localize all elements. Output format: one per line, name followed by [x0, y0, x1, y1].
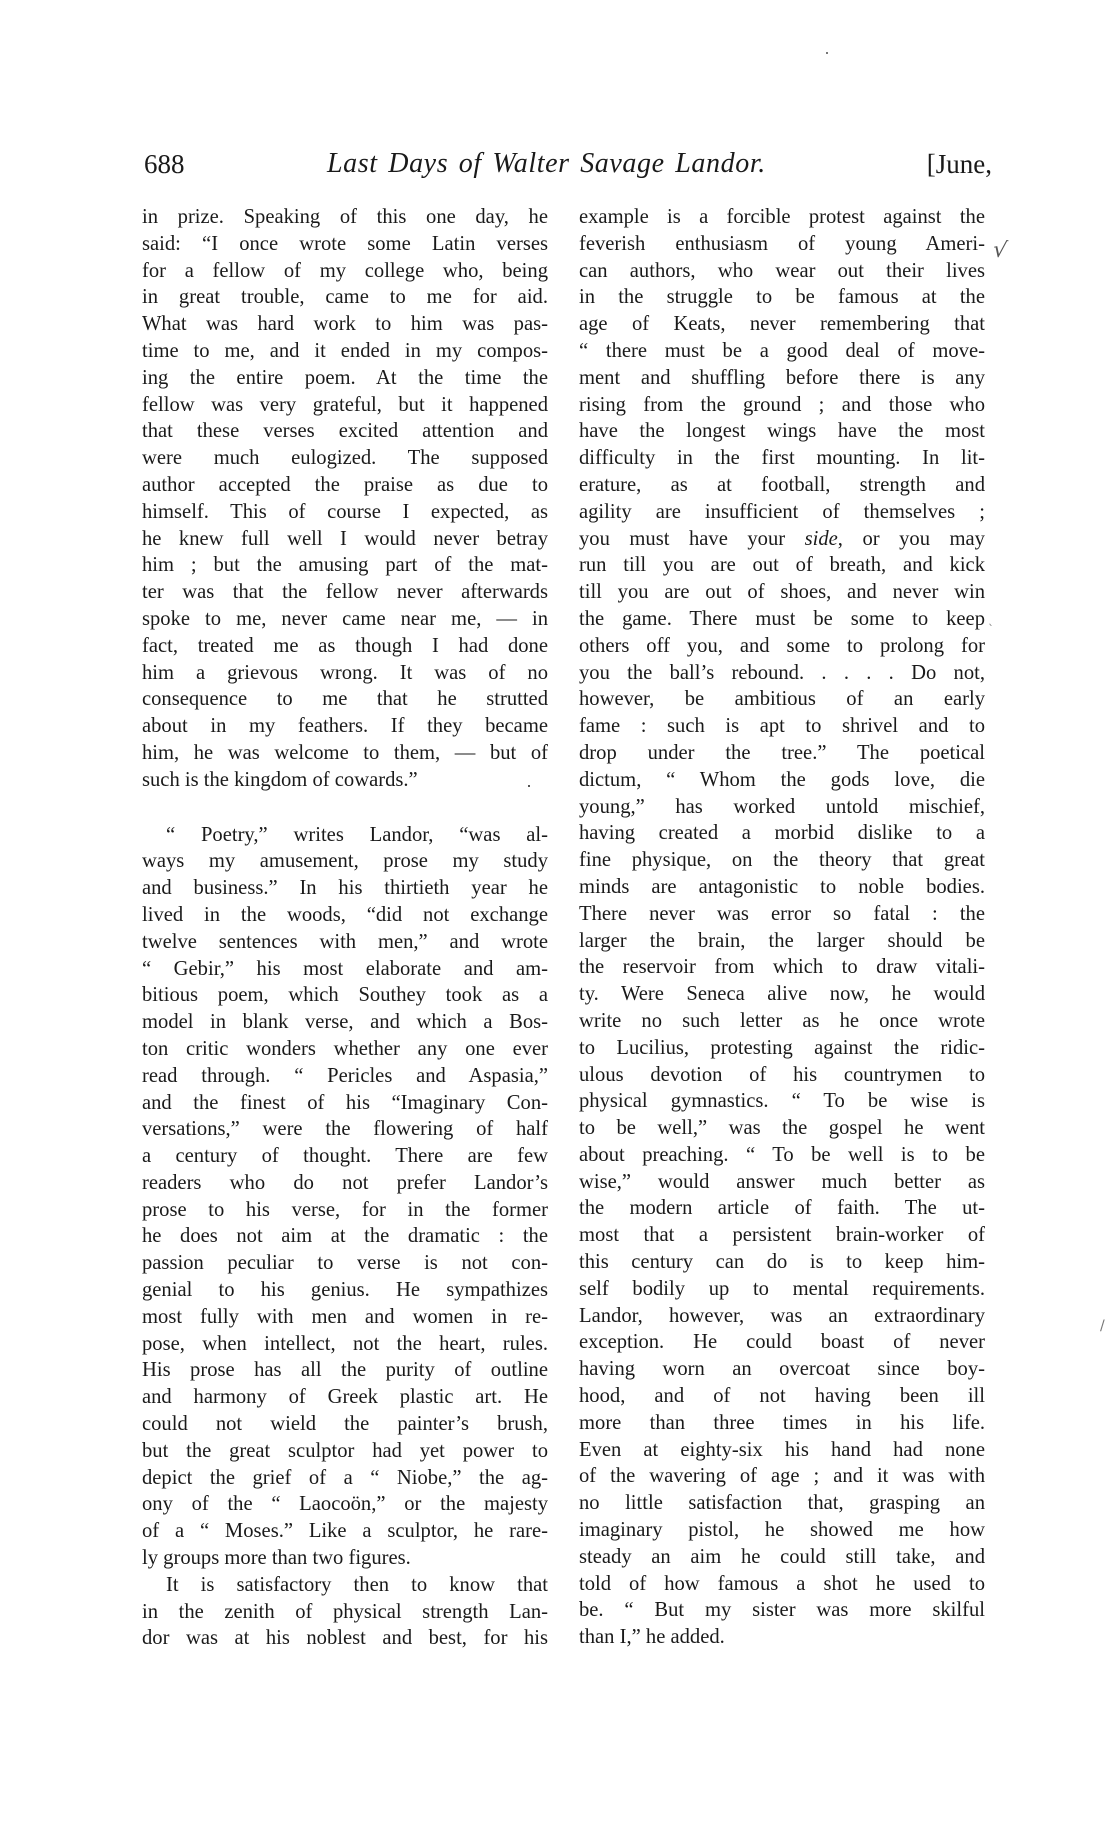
text-line: His prose has all the purity of outline — [142, 1359, 548, 1382]
text-line: for a fellow of my college who, being — [142, 259, 548, 282]
text-line: prose to his verse, for in the former — [142, 1198, 548, 1221]
text-line: can authors, who wear out their lives — [579, 259, 985, 282]
text-line: and business.” In his thirtieth year he — [142, 877, 548, 900]
text-line: versations,” were the flowering of half — [142, 1118, 548, 1141]
text-line: be. “ But my sister was more skilful — [579, 1599, 985, 1622]
text-line: minds are antagonistic to noble bodies. — [579, 875, 985, 898]
text-line-with-italic — [579, 526, 985, 553]
text-line: ment and shuffling before there is any — [579, 366, 985, 389]
text-line: imaginary pistol, he showed me how — [579, 1519, 985, 1542]
text-line: to Lucilius, protesting against the ridic- — [579, 1036, 985, 1059]
text-line: ter was that the fellow never afterwards — [142, 581, 548, 604]
text-line: the game. There must be some to keep — [579, 607, 985, 630]
text-line: larger the brain, the larger should be — [579, 929, 985, 952]
text-line: him, he was welcome to them, — but of — [142, 741, 548, 764]
text-line: rising from the ground ; and those who — [579, 393, 985, 416]
text-line: ly groups more than two figures. — [142, 1547, 411, 1570]
text-line: drop under the tree.” The poetical — [579, 741, 985, 764]
text-line: that these verses excited attention and — [142, 420, 548, 443]
text-line: till you are out of shoes, and never win — [579, 581, 985, 604]
text-line: others off you, and some to prolong for — [579, 634, 985, 657]
text-line: run till you are out of breath, and kick — [579, 554, 985, 577]
text-line: “ there must be a good deal of move- — [579, 339, 985, 362]
text-line: to be well,” was the gospel he went — [579, 1117, 985, 1140]
text-line: dor was at his noblest and best, for his — [142, 1627, 548, 1650]
text-line: in the zenith of physical strength Lan- — [142, 1600, 548, 1623]
text-line: Even at eighty-six his hand had none — [579, 1438, 985, 1461]
text-line: you the ball’s rebound. . . . . Do not, — [579, 661, 985, 684]
text-line: physical gymnastics. “ To be wise is — [579, 1090, 985, 1113]
text-line: young,” has worked untold mischief, — [579, 795, 985, 818]
text-line: spoke to me, never came near me, — in — [142, 607, 548, 630]
text-line: were much eulogized. The supposed — [142, 447, 548, 470]
text-line: more than three times in his life. — [579, 1411, 985, 1434]
text-line: read through. “ Pericles and Aspasia,” — [142, 1064, 548, 1087]
text-line: and harmony of Greek plastic art. He — [142, 1386, 548, 1409]
text-line: and the finest of his “Imaginary Con- — [142, 1091, 548, 1114]
text-line: ing the entire poem. At the time the — [142, 366, 548, 389]
text-line: told of how famous a shot he used to — [579, 1572, 985, 1595]
text-line: example is a forcible protest against the — [579, 206, 985, 228]
text-line: pose, when intellect, not the heart, rules. — [142, 1332, 548, 1355]
text-line: in great trouble, came to me for aid. — [142, 286, 548, 309]
text-line: ty. Were Seneca alive now, he would — [579, 983, 985, 1006]
text-line: self bodily up to mental requirements. — [579, 1277, 985, 1300]
pencil-tick-icon: ˎ — [988, 612, 994, 626]
text-line: in the struggle to be famous at the — [579, 286, 985, 309]
text-line: steady an aim he could still take, and — [579, 1545, 985, 1568]
text-line: but the great sculptor had yet power to — [142, 1439, 548, 1462]
text-line: ways my amusement, prose my study — [142, 850, 548, 873]
text-line: of the wavering of age ; and it was with — [579, 1465, 985, 1488]
text-line: this century can do is to keep him- — [579, 1251, 985, 1274]
text-line: ony of the “ Laocoön,” or the majesty — [142, 1493, 548, 1516]
text-line: genial to his genius. He sympathizes — [142, 1279, 548, 1302]
text-line: fellow was very grateful, but it happened — [142, 393, 548, 416]
text-line: most fully with men and women in re- — [142, 1305, 548, 1328]
text-line: lived in the woods, “did not exchange — [142, 903, 548, 926]
text-line: said: “I once wrote some Latin verses — [142, 232, 548, 255]
text-line: readers who do not prefer Landor’s — [142, 1171, 548, 1194]
text-line: him a grievous wrong. It was of no — [142, 661, 548, 684]
paragraph-gap — [142, 794, 548, 822]
text-line: the reservoir from which to draw vitali- — [579, 956, 985, 979]
text-line: consequence to me that he strutted — [142, 688, 548, 711]
text-line: fact, treated me as though I had done — [142, 634, 548, 657]
right-column — [579, 204, 985, 1651]
text-line: him ; but the amusing part of the mat- — [142, 554, 548, 577]
text-fragment: you must have your — [579, 527, 805, 550]
running-title: Last Days of Walter Savage Landor. — [327, 148, 766, 179]
text-line: a century of thought. There are few — [142, 1145, 548, 1168]
text-line: Landor, however, was an extraordinary — [579, 1304, 985, 1327]
text-line: of a “ Moses.” Like a sculptor, he rare- — [142, 1520, 548, 1543]
text-line: dictum, “ Whom the gods love, die — [579, 768, 985, 791]
text-line: difficulty in the first mounting. In lit- — [579, 447, 985, 470]
text-fragment: , or you may — [837, 527, 985, 550]
text-line: depict the grief of a “ Niobe,” the ag- — [142, 1466, 548, 1489]
text-line: author accepted the praise as due to — [142, 473, 548, 496]
checkmark-annotation-icon: √ — [991, 237, 1009, 264]
text-line: than I,” he added. — [579, 1626, 725, 1649]
paragraph-start-line: It is satisfactory then to know that — [166, 1573, 548, 1596]
text-line: about in my feathers. If they became — [142, 715, 548, 738]
text-line: model in blank verse, and which a Bos- — [142, 1011, 548, 1034]
text-line: the modern article of faith. The ut- — [579, 1197, 985, 1220]
text-line: fame : such is apt to shrivel and to — [579, 715, 985, 738]
speck-mark — [528, 785, 530, 787]
paragraph-start-line: “ Poetry,” writes Landor, “was al- — [166, 823, 548, 846]
text-line: write no such letter as he once wrote — [579, 1009, 985, 1032]
text-line: “ Gebir,” his most elaborate and am- — [142, 957, 548, 980]
text-line: he does not aim at the dramatic : the — [142, 1225, 548, 1248]
text-line: What was hard work to him was pas- — [142, 313, 548, 336]
text-line: such is the kingdom of cowards.” — [142, 768, 418, 791]
text-line: wise,” would answer much better as — [579, 1170, 985, 1193]
text-line: he knew full well I would never betray — [142, 527, 548, 550]
text-line: in prize. Speaking of this one day, he — [142, 206, 548, 228]
left-column — [142, 204, 548, 1652]
text-line: age of Keats, never remembering that — [579, 313, 985, 336]
text-line: bitious poem, which Southey took as a — [142, 984, 548, 1007]
running-date: [June, — [926, 149, 992, 179]
speck-mark — [826, 52, 828, 54]
text-line: agility are insufficient of themselves ; — [579, 500, 985, 523]
text-line: having created a morbid dislike to a — [579, 822, 985, 845]
page-number: 688 — [144, 149, 185, 179]
text-line: passion peculiar to verse is not con- — [142, 1252, 548, 1275]
text-line: no little satisfaction that, grasping an — [579, 1492, 985, 1515]
text-line: have the longest wings have the most — [579, 420, 985, 443]
text-line: could not wield the painter’s brush, — [142, 1413, 548, 1436]
text-line: fine physique, on the theory that great — [579, 849, 985, 872]
text-line: ton critic wonders whether any one ever — [142, 1037, 548, 1060]
text-line: hood, and of not having been ill — [579, 1385, 985, 1408]
text-line: himself. This of course I expected, as — [142, 500, 548, 523]
running-head — [140, 148, 992, 180]
text-line: exception. He could boast of never — [579, 1331, 985, 1354]
text-line: time to me, and it ended in my compos- — [142, 339, 548, 362]
text-line: having worn an overcoat since boy- — [579, 1358, 985, 1381]
text-line: feverish enthusiasm of young Ameri- — [579, 232, 985, 255]
italic-word: side — [804, 527, 838, 550]
text-line: There never was error so fatal : the — [579, 902, 985, 925]
text-line: ulous devotion of his countrymen to — [579, 1063, 985, 1086]
text-line: twelve sentences with men,” and wrote — [142, 930, 548, 953]
text-line: however, be ambitious of an early — [579, 688, 985, 711]
pencil-slash-icon: / — [1100, 1318, 1105, 1334]
text-line: most that a persistent brain-worker of — [579, 1224, 985, 1247]
text-line: about preaching. “ To be well is to be — [579, 1143, 985, 1166]
text-line: erature, as at football, strength and — [579, 473, 985, 496]
